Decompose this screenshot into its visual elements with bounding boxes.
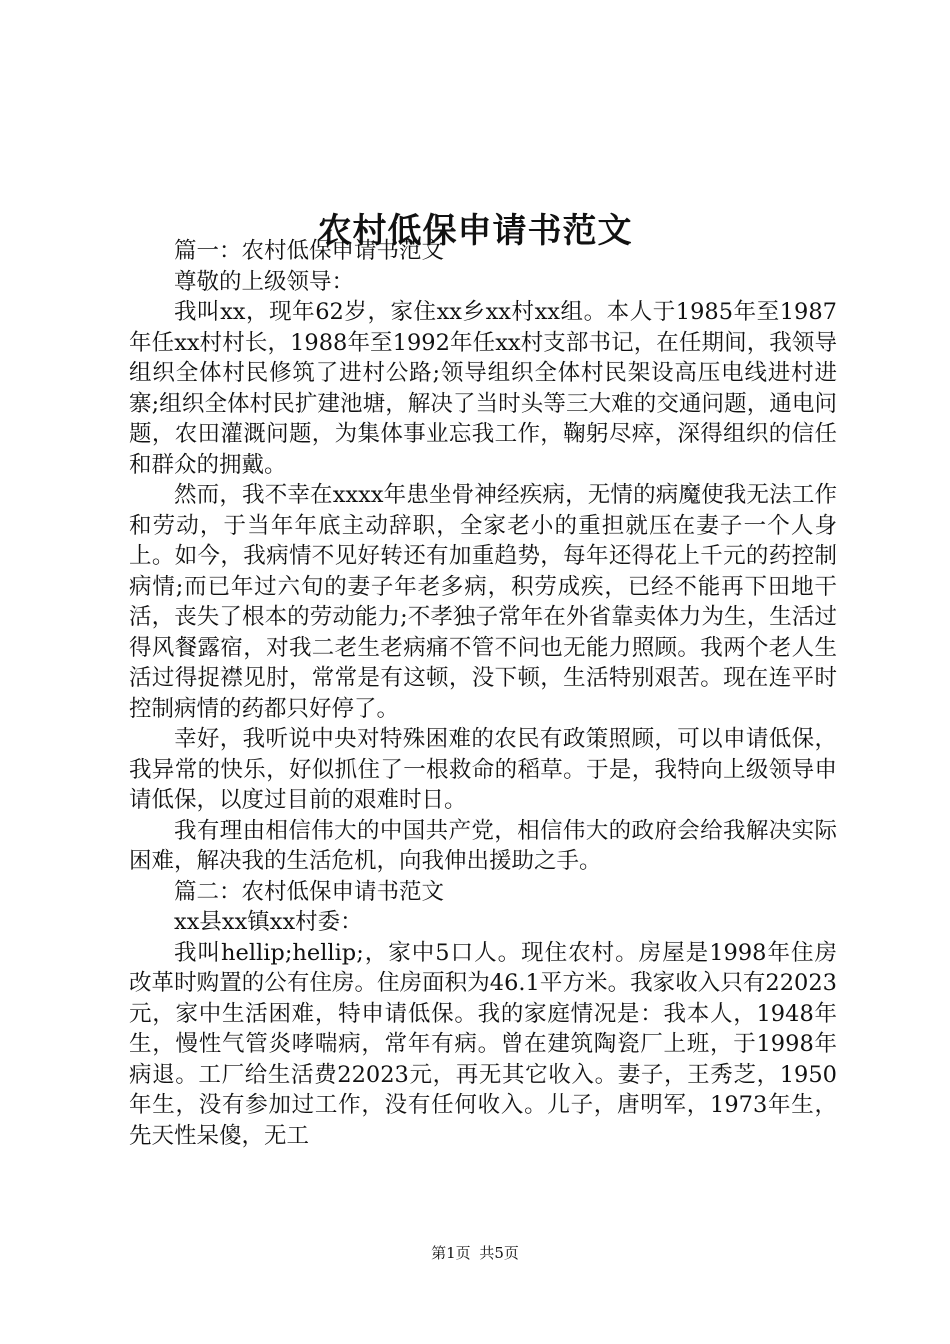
document-title: 农村低保申请书范文	[317, 210, 633, 251]
salutation-2: xx县xx镇xx村委：	[174, 909, 363, 935]
page-footer	[0, 1243, 950, 1263]
document-body	[129, 236, 837, 1151]
body-paragraph: 幸好，我听说中央对特殊困难的农民有政策照顾，可以申请低保，我异常的快乐，好似抓住了一根救命的稻草。于是，我特向上级领导申请低保，以度过目前的艰难时日。	[129, 726, 837, 813]
page-number: 第1页	[431, 1244, 471, 1262]
body-paragraph: 我叫xx，现年62岁，家住xx乡xx村xx组。本人于1985年至1987年任xx村村长，1988年至1992年任xx村支部书记，在任期间，我领导组织全体村民修筑了进村公路;领导组织全体村民架设高压电线进村进寨;组织全体村民扩建池塘，解决了当时头等三大难的交通问题，通电问题，农田灌溉问题，为集体事业忘我工作，鞠躬尽瘁，深得组织的信任和群众的拥戴。	[129, 299, 837, 478]
section-heading-1: 篇一：农村低保申请书范文	[174, 238, 445, 264]
body-paragraph: 然而，我不幸在xxxx年患坐骨神经疾病，无情的病魔使我无法工作和劳动，于当年年底主动辞职，全家老小的重担就压在妻子一个人身上。如今，我病情不见好转还有加重趋势，每年还得花上千元的药控制病情;而已年过六旬的妻子年老多病，积劳成疾，已经不能再下田地干活，丧失了根本的劳动能力;不孝独子常年在外省靠卖体力为生，生活过得风餐露宿，对我二老生老病痛不管不问也无能力照顾。我两个老人生活过得捉襟见肘，常常是有这顿，没下顿，生活特别艰苦。现在连平时控制病情的药都只好停了。	[129, 482, 837, 722]
section-heading-2: 篇二：农村低保申请书范文	[174, 878, 445, 905]
salutation-1: 尊敬的上级领导：	[174, 268, 355, 295]
body-paragraph: 我叫hellip;hellip;，家中5口人。现住农村。房屋是1998年住房改革时购置的公有住房。住房面积为46.1平方米。我家收入只有22023元，家中生活困难，特申请低保。我的家庭情况是：我本人，1948年生，慢性气管炎哮喘病，常年有病。曾在建筑陶瓷厂上班，于1998年病退。工厂给生活费22023元，再无其它收入。妻子，王秀芝，1950年生，没有参加过工作，没有任何收入。儿子，唐明军，1973年生，先天性呆傻，无工	[129, 939, 837, 1149]
page-total: 共5页	[479, 1244, 519, 1262]
body-paragraph: 我有理由相信伟大的中国共产党，相信伟大的政府会给我解决实际困难，解决我的生活危机，向我伸出援助之手。	[129, 817, 837, 874]
